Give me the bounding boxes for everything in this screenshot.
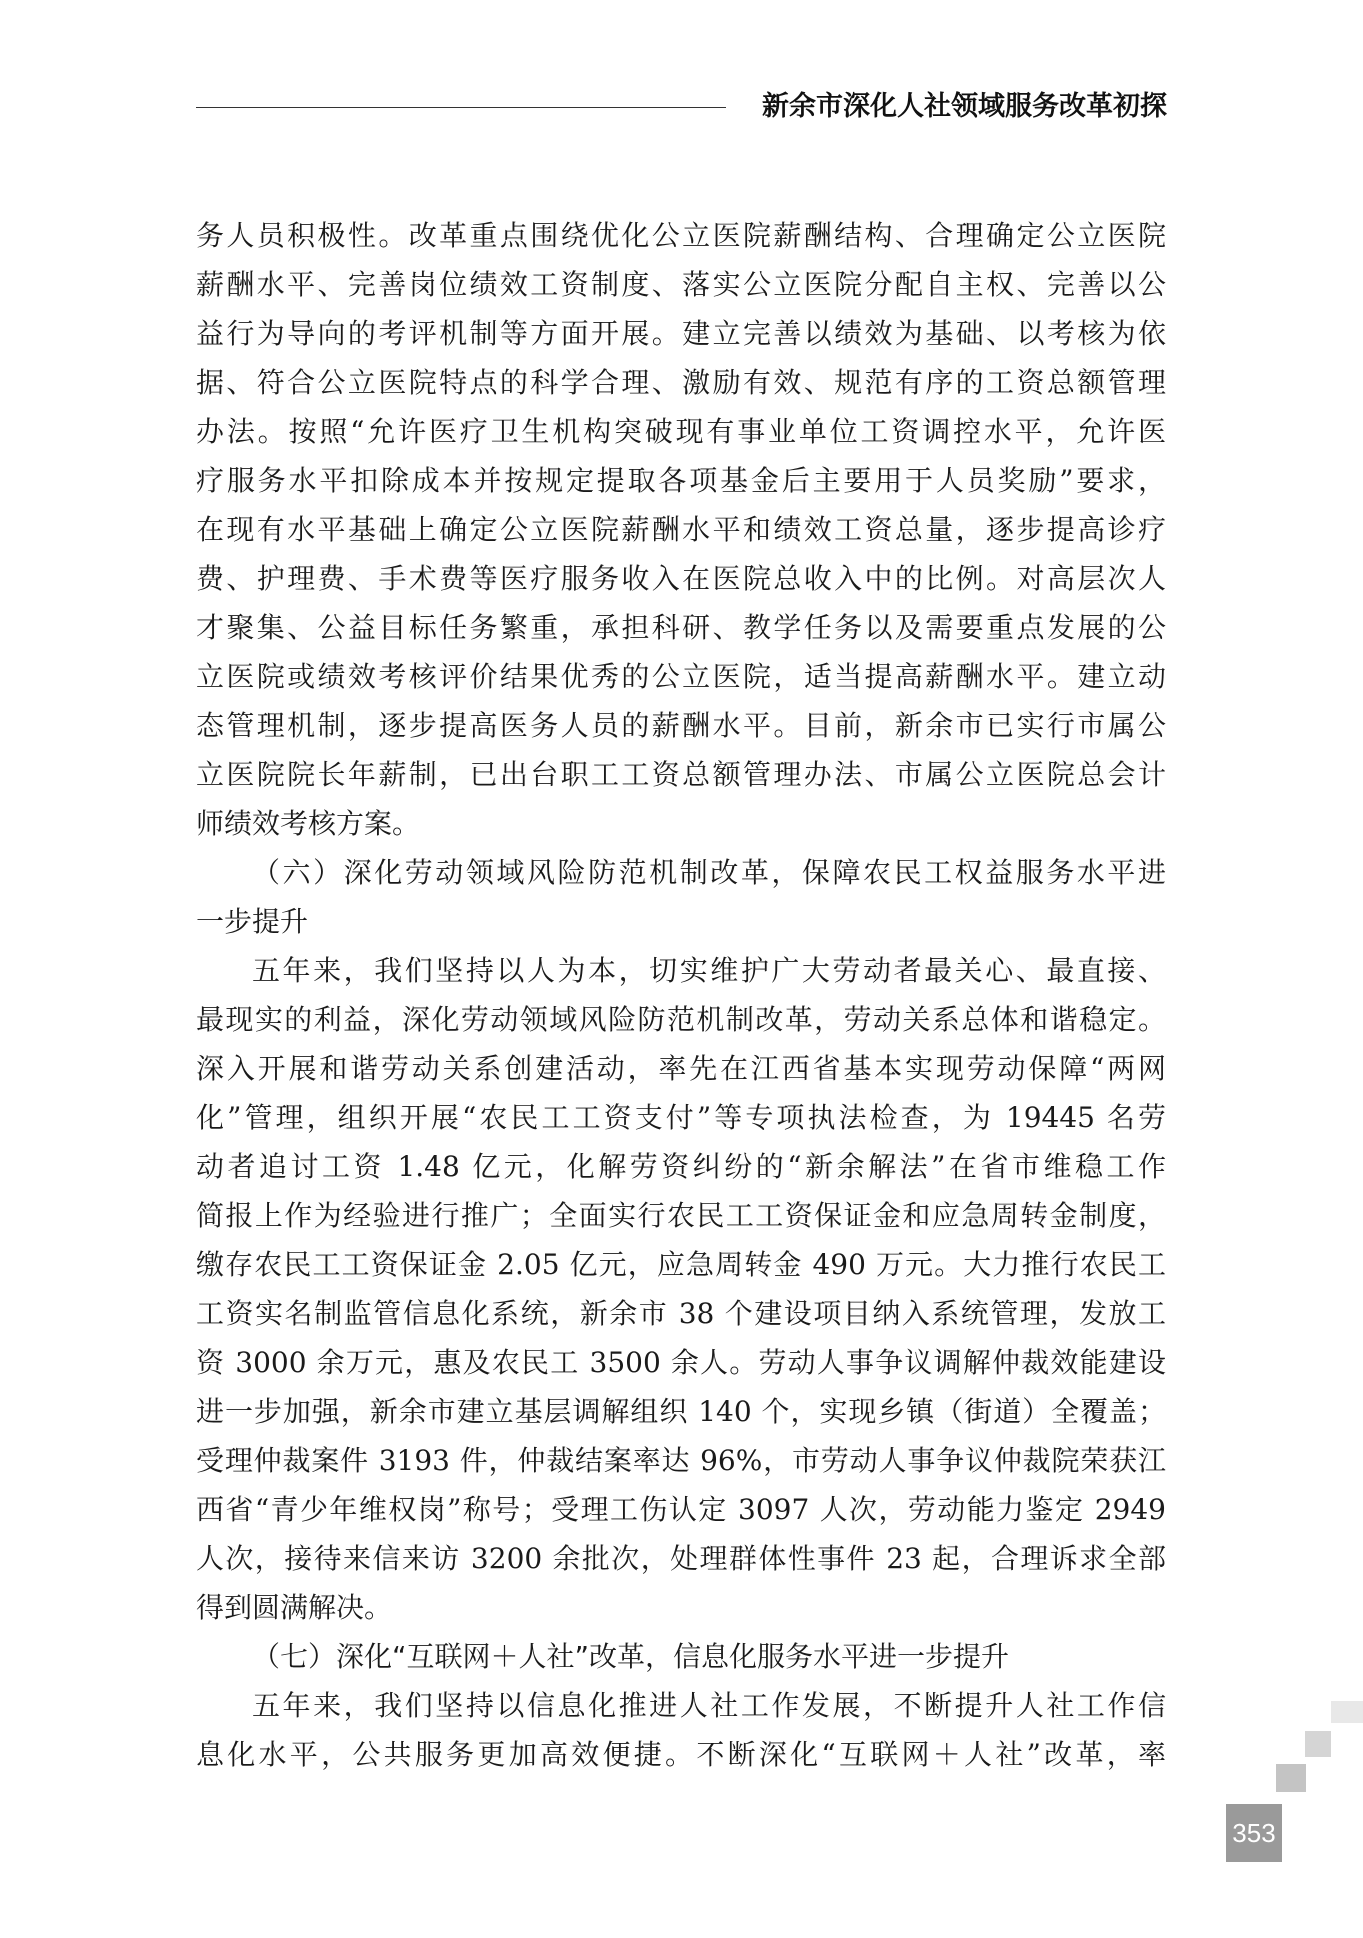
- text-line: 办法。按照“允许医疗卫生机构突破现有事业单位工资调控水平，允许医: [196, 415, 1166, 448]
- text-line: 才聚集、公益目标任务繁重，承担科研、教学任务以及需要重点发展的公: [196, 611, 1166, 644]
- text-line: 息化水平，公共服务更加高效便捷。不断深化“互联网＋人社”改革，率: [196, 1738, 1166, 1771]
- text-line: 立医院院长年薪制，已出台职工工资总额管理办法、市属公立医院总会计: [196, 758, 1166, 791]
- text-line: 立医院或绩效考核评价结果优秀的公立医院，适当提高薪酬水平。建立动: [196, 660, 1166, 693]
- text-line: 五年来，我们坚持以信息化推进人社工作发展，不断提升人社工作信: [252, 1689, 1166, 1722]
- text-line: 最现实的利益，深化劳动领域风险防范机制改革，劳动关系总体和谐稳定。: [196, 1003, 1166, 1036]
- text-line: 在现有水平基础上确定公立医院薪酬水平和绩效工资总量，逐步提高诊疗: [196, 513, 1166, 546]
- page-number: 353: [1226, 1804, 1282, 1862]
- text-line: 深入开展和谐劳动关系创建活动，率先在江西省基本实现劳动保障“两网: [196, 1052, 1166, 1085]
- text-line: 工资实名制监管信息化系统，新余市 38 个建设项目纳入系统管理，发放工: [196, 1297, 1166, 1330]
- body-text: [196, 211, 1166, 1779]
- text-line: 进一步加强，新余市建立基层调解组织 140 个，实现乡镇（街道）全覆盖；: [196, 1395, 1166, 1428]
- text-line: 西省“青少年维权岗”称号；受理工伤认定 3097 人次，劳动能力鉴定 2949: [196, 1493, 1166, 1526]
- text-line: 师绩效考核方案。: [196, 807, 421, 840]
- section-heading-6: （六）深化劳动领域风险防范机制改革，保障农民工权益服务水平进: [252, 856, 1166, 889]
- decorative-square: [1305, 1731, 1331, 1757]
- text-line: 化”管理，组织开展“农民工工资支付”等专项执法检查，为 19445 名劳: [196, 1101, 1166, 1134]
- header-rule: [196, 107, 726, 108]
- text-line: 费、护理费、手术费等医疗服务收入在医院总收入中的比例。对高层次人: [196, 562, 1166, 595]
- text-line: 人次，接待来信来访 3200 余批次，处理群体性事件 23 起，合理诉求全部: [196, 1542, 1166, 1575]
- text-line: 五年来，我们坚持以人为本，切实维护广大劳动者最关心、最直接、: [252, 954, 1166, 987]
- text-line: 受理仲裁案件 3193 件，仲裁结案率达 96%，市劳动人事争议仲裁院荣获江: [196, 1444, 1166, 1477]
- text-line: 得到圆满解决。: [196, 1591, 393, 1624]
- text-line: 务人员积极性。改革重点围绕优化公立医院薪酬结构、合理确定公立医院: [196, 219, 1166, 252]
- section-heading-6-continued: 一步提升: [196, 905, 309, 938]
- decorative-square: [1331, 1701, 1363, 1723]
- running-header-title: 新余市深化人社领域服务改革初探: [762, 91, 1167, 122]
- text-line: 资 3000 余万元，惠及农民工 3500 余人。劳动人事争议调解仲裁效能建设: [196, 1346, 1166, 1379]
- text-line: 益行为导向的考评机制等方面开展。建立完善以绩效为基础、以考核为依: [196, 317, 1166, 350]
- text-line: 缴存农民工工资保证金 2.05 亿元，应急周转金 490 万元。大力推行农民工: [196, 1248, 1166, 1281]
- text-line: 据、符合公立医院特点的科学合理、激励有效、规范有序的工资总额管理: [196, 366, 1166, 399]
- section-heading-7: （七）深化“互联网＋人社”改革，信息化服务水平进一步提升: [252, 1640, 1010, 1673]
- text-line: 疗服务水平扣除成本并按规定提取各项基金后主要用于人员奖励”要求，: [196, 464, 1166, 497]
- text-line: 动者追讨工资 1.48 亿元，化解劳资纠纷的“新余解法”在省市维稳工作: [196, 1150, 1166, 1183]
- text-line: 态管理机制，逐步提高医务人员的薪酬水平。目前，新余市已实行市属公: [196, 709, 1166, 742]
- decorative-square: [1276, 1764, 1306, 1792]
- text-line: 薪酬水平、完善岗位绩效工资制度、落实公立医院分配自主权、完善以公: [196, 268, 1166, 301]
- text-line: 简报上作为经验进行推广；全面实行农民工工资保证金和应急周转金制度，: [196, 1199, 1166, 1232]
